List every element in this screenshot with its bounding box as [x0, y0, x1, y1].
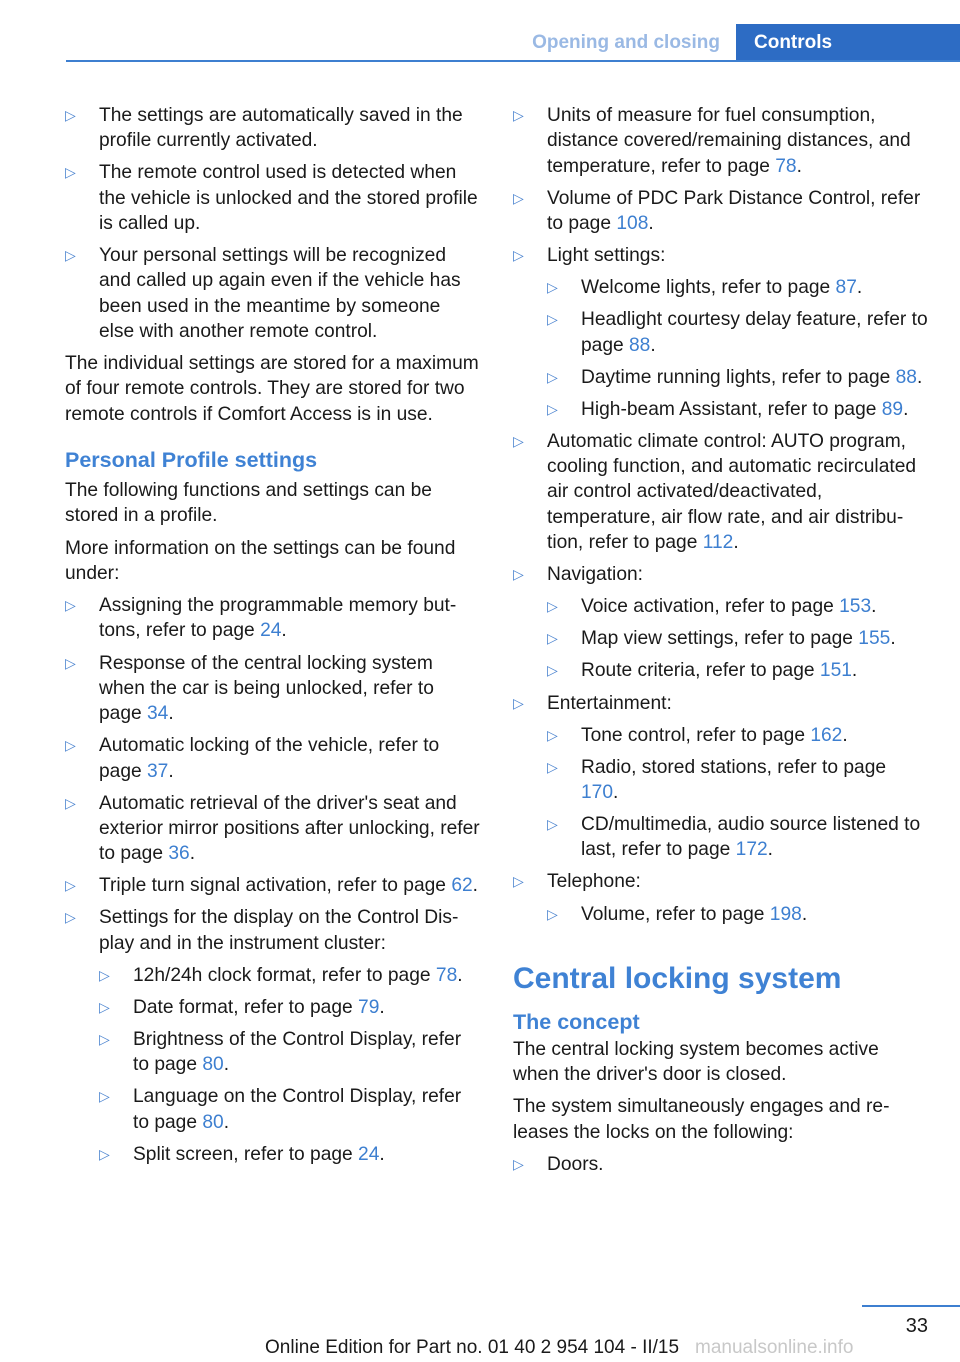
triangle-bullet-icon: ▷: [65, 909, 76, 926]
triangle-bullet-icon: ▷: [65, 737, 76, 754]
header-rule: [66, 60, 960, 62]
triangle-bullet-icon: ▷: [99, 1030, 110, 1047]
triangle-bullet-icon: ▷: [547, 905, 558, 922]
watermark: manualsonline.info: [695, 1337, 854, 1358]
triangle-bullet-icon: ▷: [99, 1088, 110, 1105]
page-link[interactable]: 112: [702, 532, 734, 554]
triangle-bullet-icon: ▷: [547, 400, 558, 417]
triangle-bullet-icon: ▷: [547, 279, 558, 296]
page-link[interactable]: 151: [819, 660, 852, 682]
triangle-bullet-icon: ▷: [547, 758, 558, 775]
sub-list-item: ▷ Brightness of the Control Display, refer to page 80.: [99, 1028, 462, 1076]
list-item: ▷ Light settings: ▷ Welcome lights, refer to page 87. ▷ Headlight courtesy delay feature, refer to page 88. ▷ Daytime running lights, refer to page 88. ▷ High-beam Assistant, refer to page 89.: [513, 243, 928, 422]
triangle-bullet-icon: ▷: [65, 654, 76, 671]
list-item: ▷ Volume of PDC Park Distance Control, refer to page 108.: [513, 187, 921, 234]
triangle-bullet-icon: ▷: [547, 662, 558, 679]
sub-list-item: ▷ Volume, refer to page 198.: [547, 902, 928, 927]
triangle-bullet-icon: ▷: [99, 966, 110, 983]
sub-list: [547, 723, 928, 863]
triangle-bullet-icon: ▷: [99, 998, 110, 1015]
page-link[interactable]: 80: [202, 1111, 224, 1133]
page-link[interactable]: 89: [881, 398, 904, 420]
page-link[interactable]: 155: [858, 628, 891, 650]
triangle-bullet-icon: ▷: [65, 164, 76, 181]
footer-rule: [862, 1305, 960, 1307]
triangle-bullet-icon: ▷: [547, 311, 558, 328]
sub-list-item: ▷ CD/multimedia, audio source listened to last, refer to page 172.: [547, 814, 921, 861]
list-item: ▷ Telephone: ▷ Volume, refer to page 198.: [513, 869, 928, 926]
page-link[interactable]: 78: [435, 964, 458, 986]
list-item: ▷ Triple turn signal activation, refer to page 62.: [65, 873, 480, 898]
page-link[interactable]: 34: [147, 703, 169, 725]
sub-list-item: ▷ Tone control, refer to page 162.: [547, 723, 928, 748]
section-title: Central locking system: [513, 961, 842, 995]
sub-list-item: ▷ 12h/24h clock format, refer to page 78.: [99, 963, 480, 988]
sub-list: [547, 594, 928, 683]
triangle-bullet-icon: ▷: [513, 189, 524, 206]
paragraph: The following functions and settings can be stored in a profile.: [65, 479, 432, 527]
list-item: ▷ Assigning the programmable memory buttons, refer to page 24.: [65, 595, 457, 642]
triangle-bullet-icon: ▷: [65, 597, 76, 614]
sub-list-item: ▷ Voice activation, refer to page 153.: [547, 594, 928, 619]
triangle-bullet-icon: ▷: [65, 107, 76, 123]
triangle-bullet-icon: ▷: [547, 368, 558, 385]
page-link[interactable]: 24: [260, 620, 282, 642]
page-link[interactable]: 79: [358, 996, 380, 1018]
triangle-bullet-icon: ▷: [99, 1145, 110, 1162]
subsection-heading: The concept: [513, 1009, 640, 1034]
sub-list-item: ▷ Language on the Control Display, refer to page 80.: [99, 1086, 462, 1133]
page-link[interactable]: 80: [202, 1054, 224, 1076]
triangle-bullet-icon: ▷: [513, 432, 524, 449]
list-item: ▷ The settings are automatically saved in the profile currently activated.: [65, 105, 463, 152]
list-item: ▷ Automatic locking of the vehicle, refer to page 37.: [65, 735, 440, 782]
sub-list-item: ▷ Headlight courtesy delay feature, refer to page 88.: [547, 309, 928, 356]
paragraph: The system simultaneously engages and releases the locks on the following:: [513, 1096, 890, 1143]
triangle-bullet-icon: ▷: [513, 694, 524, 711]
list-item: ▷ The remote control used is detected when the vehicle is unlocked and the stored profile is called up.: [65, 162, 478, 234]
list-item: ▷ Your personal settings will be recognized and called up again even if the vehicle has been used in the meantime by someone else with another remote control.: [65, 245, 461, 342]
page-link[interactable]: 62: [451, 875, 473, 897]
triangle-bullet-icon: ▷: [513, 1156, 524, 1173]
list-item: ▷ Navigation: ▷ Voice activation, refer to page 153. ▷ Map view settings, refer to page 155. ▷ Route criteria, refer to page 151.: [513, 562, 928, 684]
list-item: ▷ Settings for the display on the Control Display and in the instrument cluster: ▷ 12h/24h clock format, refer to page 78. ▷ Date format, refer to page 79. ▷ Brightness of the Control Display, refer to page 80. ▷ Language on the Control Display, refer to page 80. ▷ Split screen, refer to page 24.: [65, 905, 480, 1167]
page-header: [0, 24, 960, 62]
list-item: ▷ Units of measure for fuel consumption, distance covered/remaining distances, and temperature, refer to page 78.: [513, 105, 911, 177]
edition-note: Online Edition for Part no. 01 40 2 954 104 - II/15: [265, 1337, 680, 1358]
sub-list-item: ▷ Map view settings, refer to page 155.: [547, 626, 928, 651]
page-link[interactable]: 88: [629, 334, 651, 356]
sub-list-item: ▷ Daytime running lights, refer to page 88.: [547, 365, 928, 390]
left-column: [65, 103, 480, 1174]
triangle-bullet-icon: ▷: [65, 794, 76, 811]
triangle-bullet-icon: ▷: [547, 630, 558, 647]
triangle-bullet-icon: ▷: [547, 598, 558, 615]
list-item: ▷ Response of the central locking system when the car is being unlocked, refer to page 34.: [65, 652, 434, 725]
section-heading: Personal Profile settings: [65, 447, 318, 472]
page-link[interactable]: 108: [616, 212, 649, 234]
sub-list-item: ▷ High-beam Assistant, refer to page 89.: [547, 397, 928, 422]
triangle-bullet-icon: ▷: [513, 247, 524, 264]
sub-list-item: ▷ Split screen, refer to page 24.: [99, 1142, 480, 1167]
page-link[interactable]: 170: [581, 781, 614, 803]
triangle-bullet-icon: ▷: [513, 873, 524, 890]
paragraph: The individual settings are stored for a maximum of four remote controls. They are stored for two remote controls if Comfort Access is in use.: [65, 353, 479, 425]
triangle-bullet-icon: ▷: [513, 566, 524, 583]
sub-list: [547, 275, 928, 422]
triangle-bullet-icon: ▷: [65, 247, 76, 264]
triangle-bullet-icon: ▷: [547, 816, 558, 833]
page-link[interactable]: 162: [810, 724, 843, 746]
sub-list: [547, 902, 928, 927]
header-chapter-tab: Controls: [736, 24, 960, 62]
page-link[interactable]: 24: [358, 1143, 380, 1165]
paragraph: The central locking system becomes active when the driver's door is closed.: [513, 1038, 879, 1086]
list-item: ▷ Automatic climate control: AUTO program, cooling function, and automatic recirculated air control activated/deactivated, temperature, air flow rate, and air distribution, refer to page 112.: [513, 430, 917, 554]
list-item: ▷ Automatic retrieval of the driver's seat and exterior mirror positions after unlocking, refer to page 36.: [65, 792, 480, 865]
sub-list-item: ▷ Radio, stored stations, refer to page 170.: [547, 756, 887, 803]
sub-list: [99, 963, 480, 1167]
page-link[interactable]: 88: [895, 366, 917, 388]
header-section-title: Opening and closing: [532, 32, 720, 53]
page-number: 33: [905, 1315, 928, 1337]
page-link[interactable]: 87: [835, 277, 857, 299]
sub-list-item: ▷ Route criteria, refer to page 151.: [547, 658, 928, 683]
paragraph: More information on the settings can be found under:: [65, 537, 456, 584]
triangle-bullet-icon: ▷: [547, 726, 558, 743]
page-link[interactable]: 198: [769, 903, 802, 925]
list-item: ▷ Doors.: [513, 1152, 928, 1177]
sub-list-item: ▷ Date format, refer to page 79.: [99, 995, 480, 1020]
list-item: ▷ Entertainment: ▷ Tone control, refer to page 162. ▷ Radio, stored stations, refer to page 170. ▷ CD/multimedia, audio source listened to last, refer to page 172.: [513, 691, 928, 863]
page-link[interactable]: 37: [147, 760, 169, 782]
page-link[interactable]: 172: [735, 839, 768, 861]
page-link[interactable]: 78: [775, 155, 797, 177]
triangle-bullet-icon: ▷: [65, 877, 76, 894]
page-link[interactable]: 36: [168, 843, 190, 865]
page-link[interactable]: 153: [839, 596, 872, 618]
right-column: [513, 103, 928, 1184]
sub-list-item: ▷ Welcome lights, refer to page 87.: [547, 275, 928, 300]
triangle-bullet-icon: ▷: [513, 107, 524, 123]
